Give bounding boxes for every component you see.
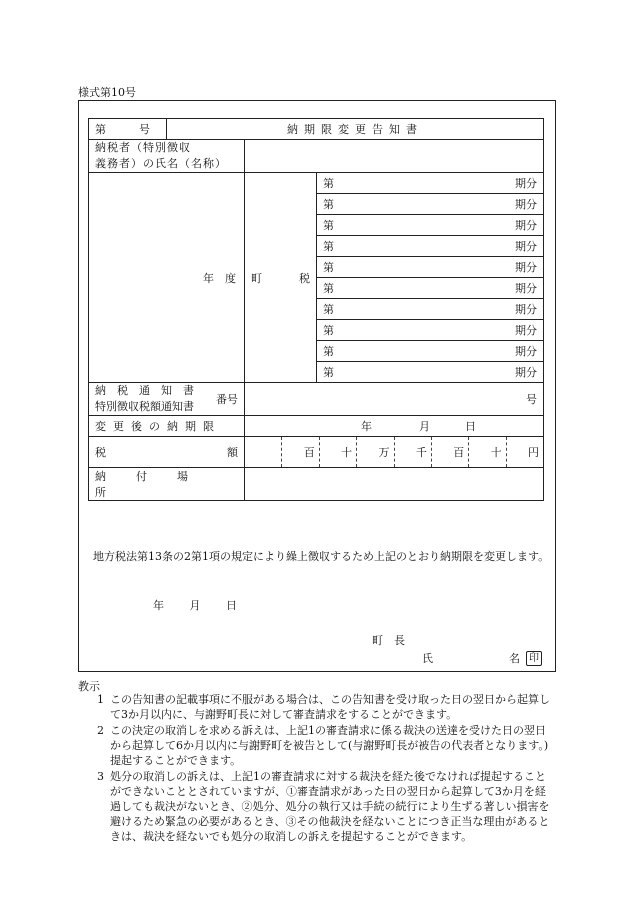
instruction-number: 3 (97, 770, 104, 783)
period-prefix: 第 (323, 219, 334, 232)
period-suffix: 期分 (515, 324, 538, 337)
new-deadline-field[interactable] (245, 416, 544, 437)
tax-amount-label-left: 税 (95, 446, 106, 459)
period-prefix: 第 (323, 324, 334, 337)
statement-text: 地方税法第13条の2第1項の規定により繰上徴収するため上記のとおり納期限を変更します。 (93, 550, 550, 563)
instruction-text: この告知書の記載事項に不服がある場合は、この告知書を受け取った日の翌日から起算して3か月以内に、与謝野町長に対して審査請求をすることができます。 (110, 693, 550, 721)
tax-amount-label-cell (89, 437, 245, 468)
issue-date-day: 日 (226, 599, 237, 612)
amount-digit-cell[interactable] (431, 437, 468, 467)
amount-digit-cell[interactable] (245, 437, 281, 467)
period-prefix: 第 (323, 261, 334, 274)
number-label-cell (89, 119, 167, 140)
instruction-number: 1 (97, 693, 104, 706)
period-cell[interactable] (317, 215, 544, 236)
period-suffix: 期分 (515, 240, 538, 253)
taxpayer-name-label-cell (89, 140, 245, 173)
period-cell[interactable] (317, 362, 544, 383)
period-cell[interactable] (317, 278, 544, 299)
payment-place-field[interactable] (245, 468, 544, 501)
payment-place-label-cell (89, 468, 245, 501)
amount-unit: 百 (303, 446, 315, 459)
period-suffix: 期分 (515, 219, 538, 232)
notice-number-field[interactable] (245, 383, 544, 416)
amount-unit: 百 (453, 446, 465, 459)
instruction-text: 処分の取消しの訴えは、上記1の審査請求に対する裁決を経た後でなければ提起することができないこととされていますが、①審査請求があった日の翌日から起算して3か月を経過しても裁決がないとき、②処分、処分の執行又は手続の続行により生ずる著しい損害を避けるため緊急の必要があるとき、③その他裁決を経ないことにつき正当な理由があるときは、裁決を経ないでも処分の取消しの訴えを提起することができます。 (110, 770, 550, 843)
amount-unit: 千 (415, 446, 427, 459)
amount-digit-cell[interactable] (394, 437, 431, 467)
new-deadline-label: 変更後の納期限 (95, 420, 221, 433)
notice-table (88, 118, 544, 501)
amount-digit-cell[interactable] (506, 437, 543, 467)
taxpayer-name-label-line2: 義務者）の氏名（名称） (95, 157, 227, 170)
period-suffix: 期分 (515, 198, 538, 211)
amount-unit: 円 (528, 446, 539, 459)
notice-label-line1: 納 税 通 知 書 (95, 384, 194, 397)
tax-type-label-right: 税 (299, 271, 310, 285)
title-cell (167, 119, 544, 140)
fiscal-year-label: 年 度 (203, 271, 236, 285)
period-cell[interactable] (317, 236, 544, 257)
tax-type-cell (245, 173, 317, 383)
period-suffix: 期分 (515, 366, 538, 379)
period-cell[interactable] (317, 320, 544, 341)
period-prefix: 第 (323, 366, 334, 379)
period-prefix: 第 (323, 177, 334, 190)
amount-digit-cell[interactable] (281, 437, 318, 467)
period-prefix: 第 (323, 240, 334, 253)
period-prefix: 第 (323, 345, 334, 358)
period-prefix: 第 (323, 303, 334, 316)
document-title: 納期限変更告知書 (287, 123, 424, 136)
fiscal-year-cell (89, 173, 245, 383)
period-prefix: 第 (323, 198, 334, 211)
amount-digit-cell[interactable] (468, 437, 505, 467)
amount-unit: 十 (490, 446, 502, 459)
taxpayer-name-label-line1: 納税者（特別徴収 (95, 141, 191, 154)
period-cell[interactable] (317, 173, 544, 194)
tax-amount-label-right: 額 (227, 446, 238, 459)
signature-last: 名 (509, 652, 520, 665)
notice-number-label-cell (89, 383, 245, 416)
seal-stamp: 印 (526, 651, 542, 666)
issue-date-month: 月 (189, 599, 201, 612)
instruction-item (80, 723, 554, 768)
instruction-item (80, 769, 554, 844)
instruction-list (80, 692, 554, 845)
period-cell[interactable] (317, 341, 544, 362)
tax-amount-field[interactable] (245, 437, 544, 468)
taxpayer-name-field[interactable] (245, 140, 544, 173)
number-label: 第 号 (95, 123, 150, 136)
form-number: 様式第10号 (78, 86, 136, 99)
amount-digit-cell[interactable] (356, 437, 393, 467)
period-cell[interactable] (317, 257, 544, 278)
period-suffix: 期分 (515, 282, 538, 295)
signature-first: 氏 (422, 652, 433, 665)
period-suffix: 期分 (515, 177, 538, 190)
issue-date-year: 年 (153, 599, 164, 612)
deadline-month: 月 (419, 420, 430, 433)
amount-digit-cell[interactable] (319, 437, 356, 467)
period-suffix: 期分 (515, 261, 538, 274)
new-deadline-label-cell (89, 416, 245, 437)
instruction-title: 教示 (78, 680, 100, 693)
notice-label-line2: 特別徴収税額通知書 (95, 400, 194, 413)
issue-date (153, 597, 259, 613)
deadline-year: 年 (361, 420, 372, 433)
period-prefix: 第 (323, 282, 334, 295)
notice-number-suffix: 号 (526, 393, 538, 406)
payment-place-label: 納付場所 (95, 470, 218, 499)
period-suffix: 期分 (515, 345, 538, 358)
tax-type-label-left: 町 (251, 271, 262, 285)
mayor-label: 町 長 (372, 634, 405, 647)
instruction-number: 2 (97, 724, 104, 737)
signature-line (422, 650, 542, 666)
instruction-text: この決定の取消しを求める訴えは、上記1の審査請求に係る裁決の送達を受けた日の翌日から起算して6か月以内に与謝野町を被告として(与謝野町長が被告の代表者となります。)提起することができます。 (110, 724, 549, 767)
period-cell[interactable] (317, 194, 544, 215)
instruction-item (80, 692, 554, 722)
period-cell[interactable] (317, 299, 544, 320)
period-suffix: 期分 (515, 303, 538, 316)
notice-number-label: 番号 (216, 393, 238, 406)
amount-unit: 十 (341, 446, 353, 459)
deadline-day: 日 (465, 420, 476, 433)
amount-unit: 万 (378, 446, 390, 459)
